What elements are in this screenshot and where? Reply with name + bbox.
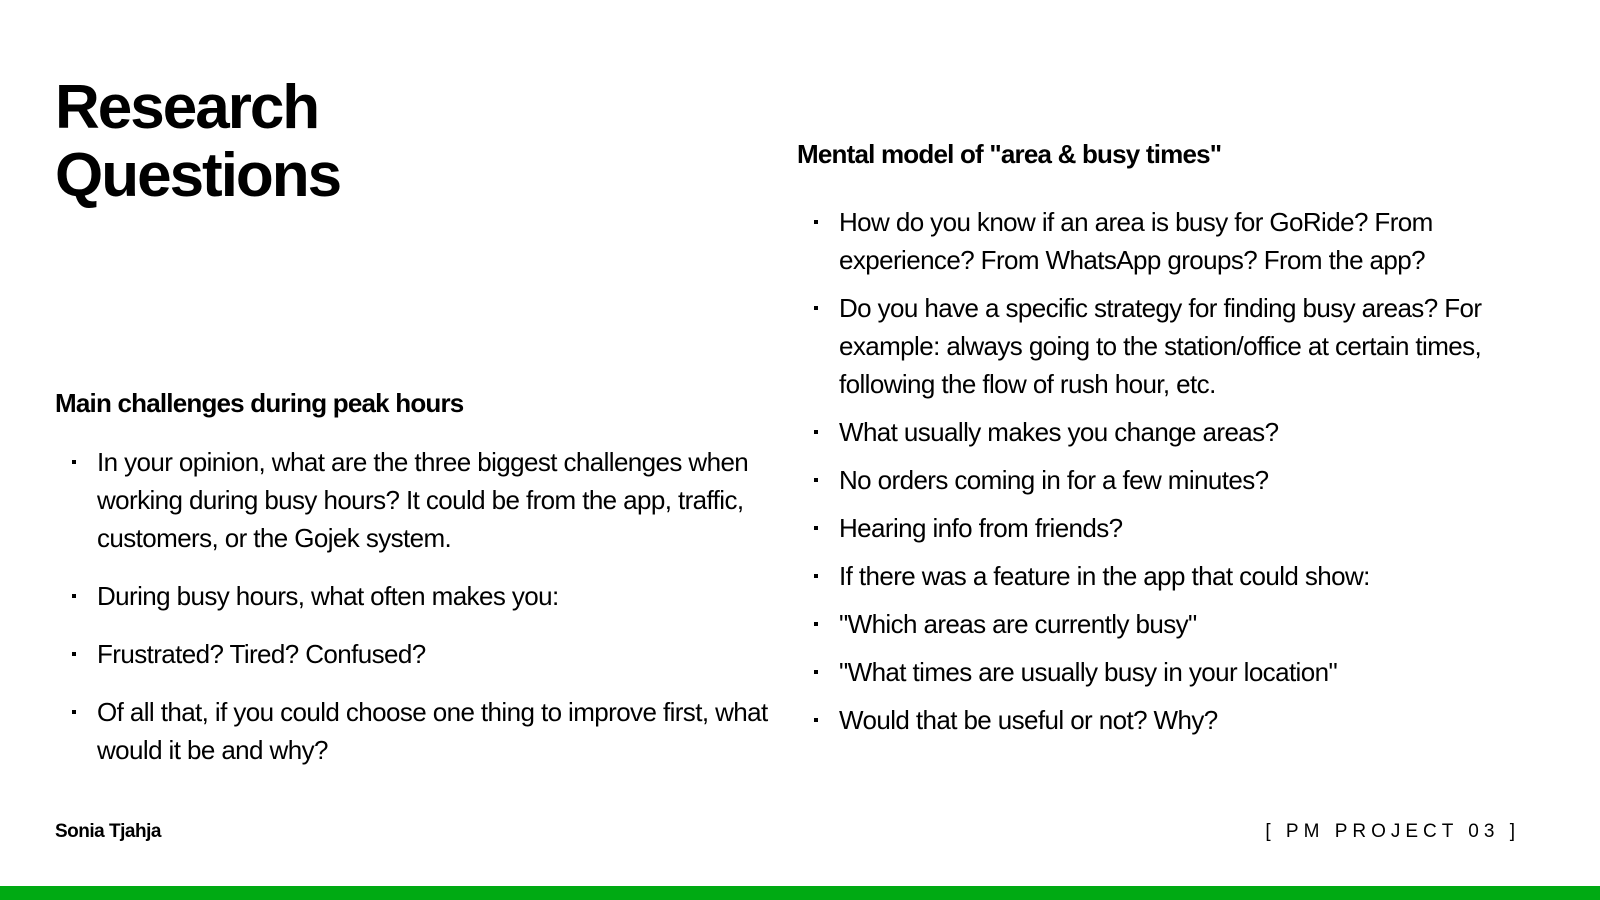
list-item: Do you have a specific strategy for finding busy areas? For example: always going to the station/office at certain times, following the flow of rush hour, etc. — [797, 289, 1527, 403]
list-item: Hearing info from friends? — [797, 509, 1527, 547]
list-item: If there was a feature in the app that could show: — [797, 557, 1527, 595]
list-item: "What times are usually busy in your location" — [797, 653, 1527, 691]
left-bullet-list — [55, 443, 775, 789]
list-item: Would that be useful or not? Why? — [797, 701, 1527, 739]
list-item: No orders coming in for a few minutes? — [797, 461, 1527, 499]
list-item: During busy hours, what often makes you: — [55, 577, 775, 615]
list-item: Frustrated? Tired? Confused? — [55, 635, 775, 673]
list-item: "Which areas are currently busy" — [797, 605, 1527, 643]
left-section-heading: Main challenges during peak hours — [55, 388, 464, 418]
footer-project-tag: [ PM PROJECT 03 ] — [1265, 821, 1520, 842]
right-bullet-list — [797, 203, 1527, 749]
list-item: How do you know if an area is busy for GoRide? From experience? From WhatsApp groups? From the app? — [797, 203, 1527, 279]
list-item: In your opinion, what are the three biggest challenges when working during busy hours? It could be from the app, traffic, customers, or the Gojek system. — [55, 443, 775, 557]
right-section-heading: Mental model of "area & busy times" — [797, 139, 1222, 169]
footer-author: Sonia Tjahja — [55, 821, 161, 842]
list-item: Of all that, if you could choose one thing to improve first, what would it be and why? — [55, 693, 775, 769]
slide-title: Research Questions — [55, 73, 341, 210]
accent-bar — [0, 886, 1600, 900]
list-item: What usually makes you change areas? — [797, 413, 1527, 451]
